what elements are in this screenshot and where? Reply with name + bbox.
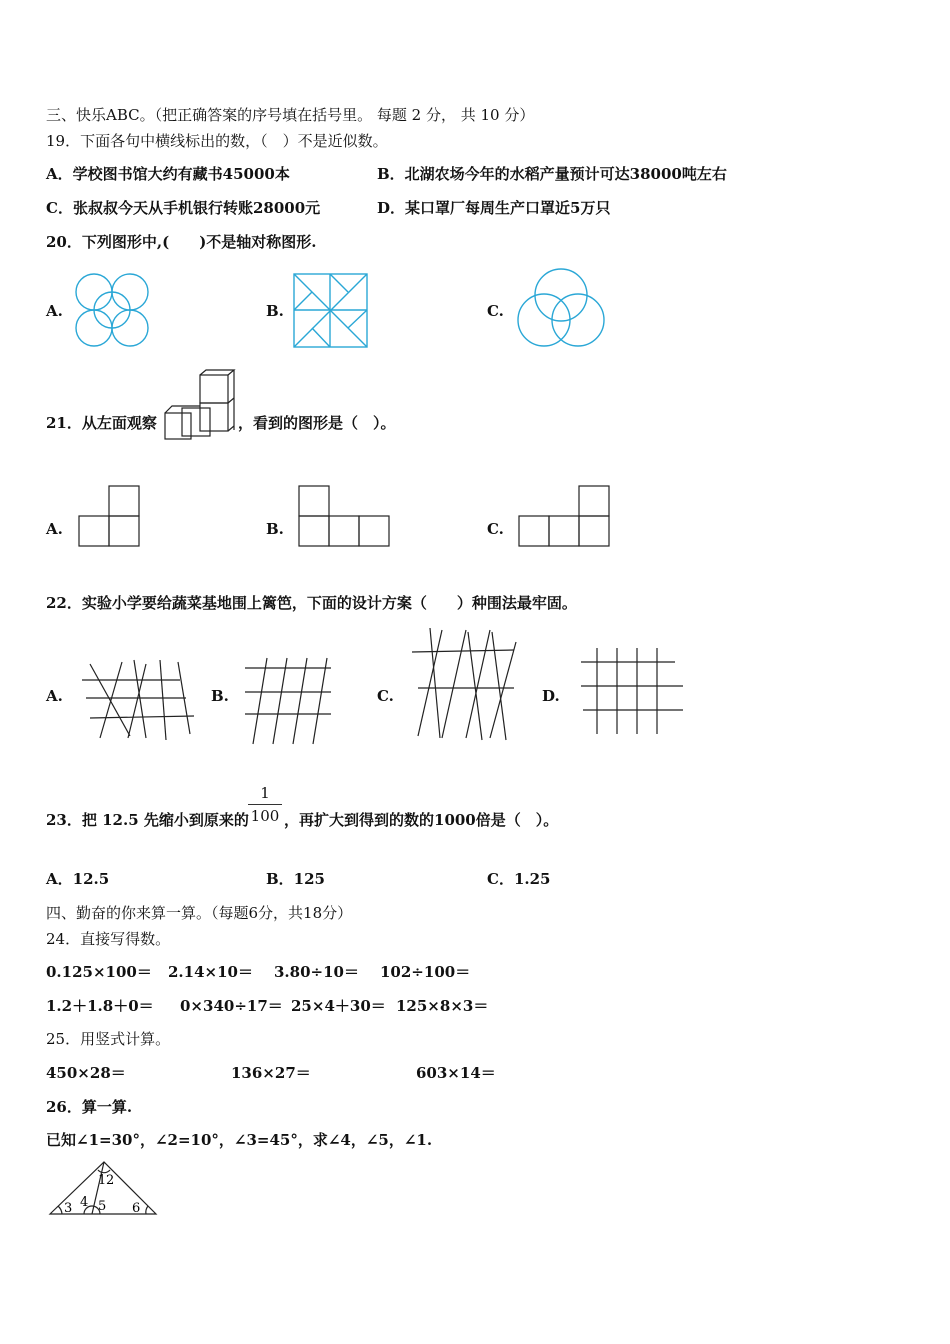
q20-label-a[interactable]: A. [46, 302, 63, 320]
q21-label-a[interactable]: A. [46, 520, 63, 538]
q25-item: 136×27＝ [231, 1064, 311, 1082]
q26-angle-label: 3 [64, 1201, 73, 1216]
q24-item: 25×4＋30＝ [291, 997, 386, 1015]
q23-fraction-numerator: 1 [260, 784, 270, 802]
section-3-header: 三、快乐ABC。（把正确答案的序号填在括号里。 每题 2 分， 共 10 分） [46, 106, 535, 124]
q22-option-a-fence [82, 658, 197, 743]
q23-option-c[interactable]: C．1.25 [487, 870, 551, 888]
q22-label-c[interactable]: C. [377, 687, 394, 705]
q23-option-a[interactable]: A．12.5 [46, 870, 110, 888]
q25-stem: 25．用竖式计算。 [46, 1030, 171, 1048]
q23-fraction-denominator: 100 [250, 807, 280, 825]
q21-label-c[interactable]: C. [487, 520, 504, 538]
q21-option-a-figure [78, 485, 142, 549]
q23-stem-after: ，再扩大到得到的数的1000倍是（ ）。 [284, 811, 559, 829]
q20-flower-figure [70, 268, 155, 353]
q26-angle-label: 6 [132, 1201, 141, 1216]
q22-label-d[interactable]: D. [542, 687, 560, 705]
q20-pinwheel-figure [293, 273, 369, 349]
q21-stem-after: ，看到的图形是（ ）。 [238, 414, 396, 432]
q22-option-c-fence [410, 626, 520, 744]
q24-stem: 24．直接写得数。 [46, 930, 171, 948]
q23-stem-before: 23．把 12.5 先缩小到原来的 [46, 811, 249, 829]
q22-option-b-fence [245, 656, 335, 748]
q26-angle-label: 1 [98, 1173, 107, 1188]
q22-label-a[interactable]: A. [46, 687, 63, 705]
q21-label-b[interactable]: B. [266, 520, 284, 538]
q21-option-b-figure [298, 485, 392, 549]
q26-stem: 26．算一算. [46, 1098, 133, 1116]
q24-item: 102÷100＝ [380, 963, 471, 981]
q22-option-d-fence [577, 646, 687, 738]
q24-item: 0.125×100＝ [46, 963, 152, 981]
q21-cube-stack-figure [164, 370, 240, 442]
q24-item: 125×8×3＝ [396, 997, 489, 1015]
q26-triangle-figure [48, 1160, 160, 1218]
q24-item: 0×340÷17＝ [180, 997, 283, 1015]
q24-item: 2.14×10＝ [168, 963, 253, 981]
q25-item: 450×28＝ [46, 1064, 126, 1082]
q26-given: 已知∠1=30°，∠2=10°，∠3=45°，求∠4，∠5，∠1. [46, 1131, 433, 1149]
q21-option-c-figure [518, 485, 612, 549]
q20-label-b[interactable]: B. [266, 302, 284, 320]
q25-item: 603×14＝ [416, 1064, 496, 1082]
section-4-header: 四、勤奋的你来算一算。（每题6分，共18分） [46, 904, 353, 922]
q22-stem: 22．实验小学要给蔬菜基地围上篱笆，下面的设计方案（ ）种围法最牢固。 [46, 594, 577, 612]
q26-angle-label: 5 [98, 1199, 107, 1214]
q20-label-c[interactable]: C. [487, 302, 504, 320]
q20-stem: 20．下列图形中,( )不是轴对称图形. [46, 233, 317, 251]
q19-option-b[interactable]: B．北湖农场今年的水稻产量预计可达38000吨左右 [377, 165, 727, 183]
q19-option-a[interactable]: A．学校图书馆大约有藏书45000本 [46, 165, 290, 183]
q20-trefoil-figure [514, 260, 609, 350]
q22-label-b[interactable]: B. [211, 687, 229, 705]
q26-angle-label: 4 [80, 1195, 89, 1210]
q19-stem: 19．下面各句中横线标出的数，（ ）不是近似数。 [46, 132, 388, 150]
q26-angle-label: 2 [106, 1173, 115, 1188]
q24-item: 3.80÷10＝ [274, 963, 359, 981]
q24-item: 1.2＋1.8＋0＝ [46, 997, 154, 1015]
q21-stem-before: 21．从左面观察 [46, 414, 157, 432]
q19-option-d[interactable]: D．某口罩厂每周生产口罩近5万只 [377, 199, 611, 217]
q23-option-b[interactable]: B．125 [266, 870, 325, 888]
q23-fraction [248, 784, 282, 825]
q19-option-c[interactable]: C．张叔叔今天从手机银行转账28000元 [46, 199, 321, 217]
